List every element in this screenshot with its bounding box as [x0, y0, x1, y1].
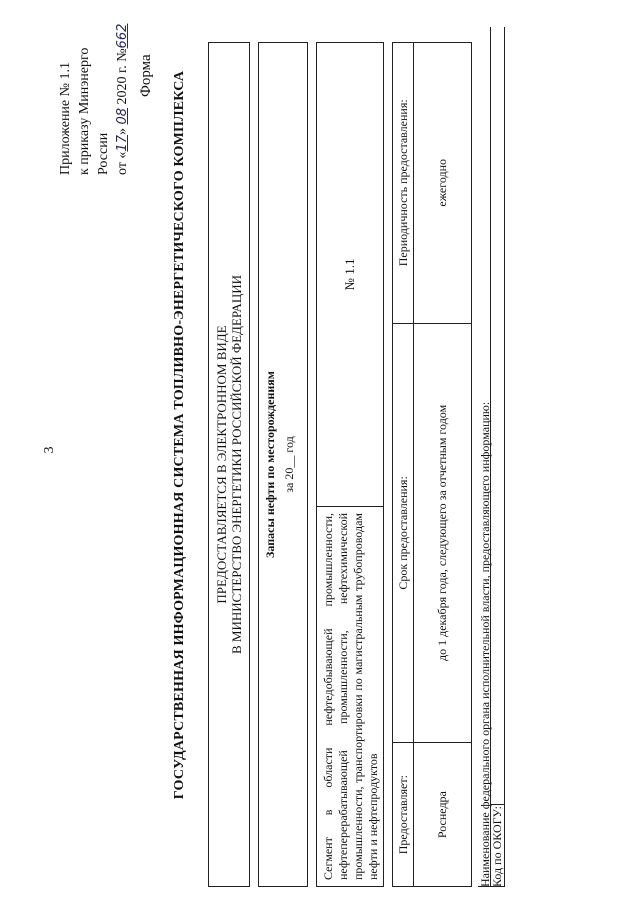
appendix-date-line	[113, 15, 132, 175]
report-title-box	[258, 42, 308, 887]
value-frequency: ежегодно	[414, 43, 472, 324]
value-provider: Роснедра	[414, 743, 472, 887]
date-prefix: от «	[115, 151, 130, 175]
report-title: Запасы нефти по месторождениям	[263, 371, 277, 558]
date-day: 17	[115, 135, 130, 152]
appendix-line-1: Приложение № 1.1	[58, 62, 73, 175]
divider	[490, 27, 491, 887]
appendix-block	[56, 15, 132, 175]
order-number: 662	[115, 23, 130, 49]
segment-text: Сегмент в области нефтедобывающей промышленности, нефтеперерабатывающей промышленности, нефтехимической промышленности, транспортировки по магистральным трубопроводам нефти и нефтепродуктов	[317, 506, 383, 886]
divider	[504, 27, 505, 887]
header-deadline: Срок предоставления:	[393, 323, 414, 743]
header-frequency: Периодичность предоставления:	[393, 43, 414, 324]
submission-line-2: В МИНИСТЕРСТВО ЭНЕРГЕТИКИ РОССИЙСКОЙ ФЕДЕРАЦИИ	[229, 275, 244, 654]
header-provider: Предоставляет:	[393, 743, 414, 887]
form-label: Форма	[138, 54, 154, 97]
divider	[478, 886, 504, 887]
page-number: 3	[42, 446, 57, 454]
date-year: 2020 г. №	[115, 48, 130, 108]
form-number: № 1.1	[342, 258, 357, 291]
appendix-line-2: к приказу Минэнерго России	[77, 47, 111, 175]
value-deadline: до 1 декабря года, следующего за отчетным годом	[414, 323, 472, 743]
agency-label: Наименование федерального органа исполнительной власти, предоставляющего информацию:	[478, 401, 492, 887]
report-period: за 20__ год	[282, 436, 296, 493]
provision-table	[392, 42, 472, 887]
submission-box	[208, 42, 250, 887]
submission-line-1: ПРЕДОСТАВЛЯЕТСЯ В ЭЛЕКТРОННОМ ВИДЕ	[214, 325, 229, 604]
date-month: 08	[115, 107, 130, 125]
date-mid: »	[115, 124, 130, 136]
main-title: ГОСУДАРСТВЕННАЯ ИНФОРМАЦИОННАЯ СИСТЕМА ТОПЛИВНО-ЭНЕРГЕТИЧЕСКОГО КОМПЛЕКСА	[172, 70, 187, 800]
divider	[490, 804, 504, 805]
segment-box	[316, 42, 384, 887]
okogu-label: Код по ОКОГУ:	[490, 806, 504, 887]
